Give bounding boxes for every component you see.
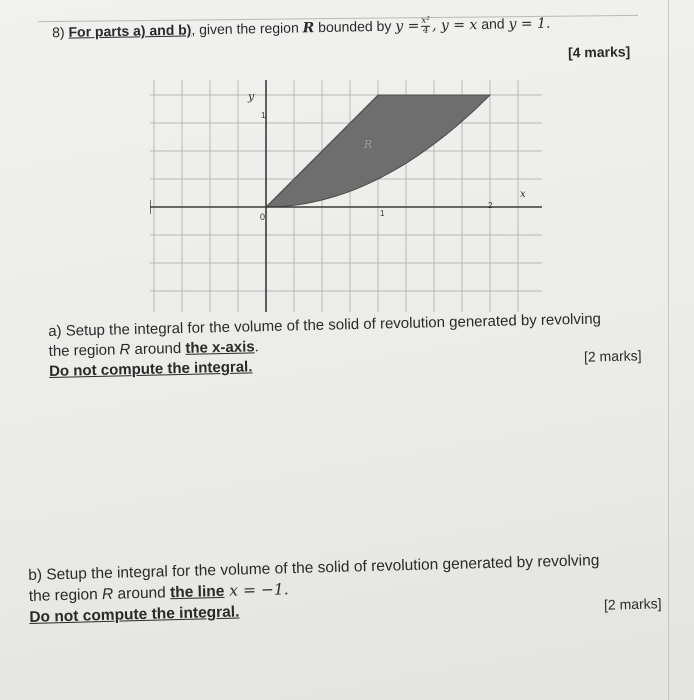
parts-lead: For parts a) and b) [68,21,192,40]
question-number: 8) [52,23,65,41]
region-label: R [364,138,373,151]
part-a-axis: the x-axis [185,338,255,357]
part-a [48,309,602,382]
eq1-fraction [421,17,430,36]
header-text: , given the region [191,19,303,38]
eq3: y = 1. [508,15,551,33]
part-b-equation: x = −1. [224,580,289,600]
region-name: R [302,20,315,37]
grid-lines [150,80,542,312]
y-tick-1-label: 1 [261,111,266,120]
part-b-region-prefix: the region [28,586,103,605]
part-a-region-prefix: the region [48,341,120,360]
x-axis-label: x [520,189,526,200]
part-a-around: around [130,339,186,359]
part-b-instruction: Do not compute the integral. [29,603,240,626]
part-b-line-1: b) Setup the integral for the volume of the solid of revolution generated by revolving [28,552,600,584]
part-a-region: R [119,341,131,359]
origin-label: 0 [260,212,266,222]
part-b-line: the line [169,582,225,602]
question-header [52,14,551,43]
part-b-marks: [2 marks] [603,595,662,613]
part-b-region: R [101,585,114,604]
part-a-instruction: Do not compute the integral. [48,358,253,380]
part-b [28,550,601,628]
x-tick-1-label: 1 [380,209,385,218]
eq1-numerator: x² [421,15,431,26]
marks-total: [4 marks] [567,43,631,61]
eq2: , y = x [431,17,478,34]
part-a-period: . [254,338,259,356]
page-edge [668,0,669,700]
eq1-denominator: 4 [422,25,429,36]
eq1-lhs: y = [395,18,420,35]
region-graph [150,80,542,312]
part-a-marks: [2 marks] [583,347,642,365]
y-axis-label: y [248,90,255,103]
header-bounded: bounded by [314,17,396,36]
part-b-around: around [113,584,171,603]
part-a-line-1: a) Setup the integral for the volume of the solid of revolution generated by revolving [48,310,602,340]
x-tick-2-label: 2 [488,201,493,210]
header-and: and [477,15,509,33]
